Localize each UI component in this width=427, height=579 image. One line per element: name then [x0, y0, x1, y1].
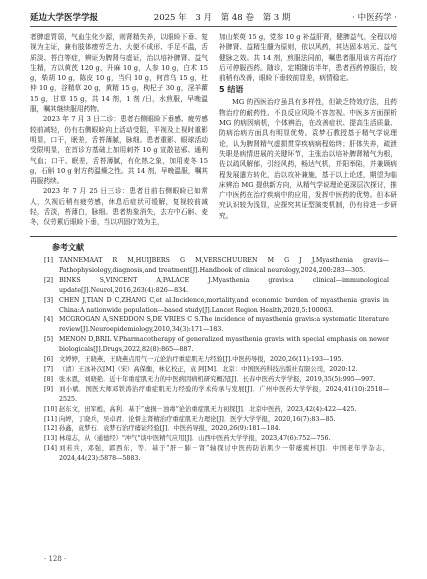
- issue-year: 2025 年: [153, 13, 187, 23]
- reference-text: MENON D,BRIL V.Pharmacotherapy of generalized myasthenia gravis with special emphasis on newer biologicals[J].Drugs,2022,82(8):865—887.: [59, 336, 389, 354]
- reference-item: [44, 355, 389, 365]
- body-columns: [30, 32, 397, 230]
- reference-item: [44, 296, 389, 316]
- section-number: 5: [219, 85, 225, 95]
- reference-number: [9]: [44, 385, 53, 393]
- right-paragraph-1: 加山茱萸 15 g，党参 10 g 补益肝肾，健脾益气。全程以培补脾肾、益精生髓为原则，依以风药，其达固本培元、益气健脉之效。共 14 剂，煎服法同前，嘱患者服用该方再治疗后可停服西药。随诊，定期随访半年，患者西药停服后，较前稍有改善，眼睑下垂较前显差，病情稳定。: [219, 33, 397, 83]
- reference-item: [44, 424, 389, 434]
- reference-number: [5]: [44, 336, 53, 344]
- reference-number: [8]: [44, 375, 53, 383]
- issue-info: [154, 11, 297, 23]
- reference-number: [6]: [44, 356, 53, 364]
- reference-text: 孙鑫，袁梦石．袁梦石治疗痿证经验[J]．中医药导报，2020,26(9):181—184.: [59, 425, 281, 433]
- reference-item: [44, 444, 389, 464]
- reference-list: [44, 256, 389, 464]
- reference-item: [44, 434, 389, 444]
- page-number: · 128 ·: [44, 555, 67, 563]
- reference-text: 向婷，丁晓兵，吴卓君．论督主肾精治疗重症肌无力理论[J]．医学大学学报，2020,16(7):83—85.: [59, 415, 336, 423]
- references-title: 参考文献: [52, 243, 84, 252]
- reference-number: [1]: [44, 257, 53, 264]
- reference-text: 林琼志，从（通德经）"冲气"谈中医精气应用[J]．山西中医药大学学报，2023,47(6):752—756.: [59, 435, 331, 443]
- reference-item: [44, 365, 389, 375]
- left-column: [30, 32, 208, 230]
- reference-number: [10]: [44, 405, 57, 413]
- reference-number: [4]: [44, 316, 53, 324]
- header-divider: [30, 26, 397, 27]
- reference-text: TANNEMAAT R M,HUIJBERS G M,VERSCHUUREN M G J J.Myasthenia gravis—Pathophysiology,diagnosis,and treatment[J].Handbook of clinical neurology,2024,200:283—305.: [59, 257, 389, 274]
- conclusion-paragraph: MG 的西医治疗虽具有多样性，但缺乏特效疗法，且药物治疗的耐药性、不良反应风险不容忽视。中医多方面探析 MG 的病因病机，个体辨治，在改善症状、提高生活质量、防病治病方面具有明显优势。袁梦石教授基于精气学说理论，认为脾肾精气虚损贯穿疾病病程始终；肝体失养，疏泄失职是病情进展的关键环节，主张治以培补脾肾精气为根，佐以疏风解郁，引经风药，畅达气机，并阳举陷，并兼顾病程发展遣方转化，治以攻补兼施，基于以上论述，期望为临床辨治 MG 提供新方向，从精气学说理论更深层次探讨，推广中医药在治疗疾病中的应用，发挥中医药的优势。但本研究认识较为浅显，应探究其证型演变机制，仍有待进一步研究。: [219, 98, 397, 220]
- reference-number: [14]: [44, 445, 57, 453]
- reference-item: [44, 405, 389, 415]
- left-paragraph-3: 2023 年 7 月 25 日三诊：患者目前右侧眼睑已如常人，久视后稍有疲劳感，休息后症状可缓解，复视较前减轻，舌淡，苔薄白，脉细。患者热象消失，去方中石斛、麦冬，仅劳累后眼睑下垂，当以巩固疗效为主，: [30, 187, 208, 227]
- reference-number: [7]: [44, 365, 53, 373]
- reference-number: [11]: [44, 415, 57, 423]
- left-paragraph-1: 者脾虚胃弱，气血生化少源，则肾精失养，以眼睑下垂、复视为主证，兼有肢体痿劳乏力、大便不成形、手足不温，舌质淡、苔白等症，辨证为脾肾与虚证，治以培补脾肾、益气生精，方以黄芪 120 g，升麻 10 g，人参 10 g，白术 15 g，柴胡 10 g，陈皮 10 g，当归 10 g，何首乌 15 g，杜仲 10 g，谷精草 20 g，黄精 15 g，枸杞子 30 g，淫羊藿 15 g，甘草 15 g，共 14 剂，1 剂 /日，水煎服，早晚温服，嘱其继续服用药物。: [30, 33, 208, 114]
- issue-month: 3 月: [195, 13, 212, 23]
- reference-text: CHEN J,TIAN D C,ZHANG C,et al.Incidence,mortality,and economic burden of myasthenia gravis in China:A nationwide population—based study[J].Lancet Region Health,2020,5:100063.: [59, 296, 389, 314]
- reference-number: [2]: [44, 276, 53, 284]
- reference-text: （清）王冰补次[M]（宋）高保衡，林亿校正，袁 阿[M]．北京：中国医药科技出版社有限公司，2020:12.: [59, 365, 358, 373]
- reference-item: [44, 315, 389, 335]
- reference-text: 刘小斌．国医大师邓铁涛治疗重症肌无力经验的学术传承与发展[J]．广州中医药大学学报，2024,41(10):2518—2525.: [59, 385, 389, 403]
- right-column: [219, 32, 397, 230]
- reference-text: BINKS S,VINCENT A,PALACE J.Myasthenia gravis:a clinical—immunological update[J].Neurol,2016,263(4):826—834.: [59, 276, 389, 294]
- issue-number: 第 3 期: [262, 13, 291, 23]
- reference-text: 张永恩，刘晓艳．近十年重症肌无力的中医病因病机研究概况[J]．长春中医药大学学报，2019,35(5):995—997.: [59, 375, 376, 383]
- reference-number: [3]: [44, 296, 53, 304]
- reference-item: [44, 276, 389, 296]
- reference-item: [44, 335, 389, 355]
- section-heading: [219, 84, 397, 96]
- journal-name: 延边大学医学学报: [30, 13, 99, 23]
- reference-text: 刘若兵，邓强，郭西东，等．基于“肝－肺－肾”轴探讨中医药防治肌少一带痿疲杯[J]．中国老年学杂志，2024,44(23):5878—5883.: [59, 445, 389, 463]
- reference-item: [44, 415, 389, 425]
- issue-volume: 第 48 卷: [220, 13, 254, 23]
- reference-text: 赵东文，田军彪，高利．基于“虚损－浊毒”论治重症肌无力初探[J]．北京中医药，2023,42(4):422—425.: [59, 405, 357, 413]
- section-label: · 中医药学 ·: [352, 13, 397, 23]
- reference-item: [44, 256, 389, 276]
- reference-item: [44, 385, 389, 405]
- reference-item: [44, 375, 389, 385]
- reference-number: [12]: [44, 425, 57, 433]
- reference-number: [13]: [44, 435, 57, 443]
- section-title: 结语: [227, 85, 244, 95]
- reference-text: 文婷婷，王晓燕，王晓燕点用气一元论治疗重症肌无力经验[J].中医药导报，2020,26(11):193—195.: [59, 356, 344, 364]
- left-paragraph-2: 2023 年 7 月 3 日二诊：患者右侧眼睑下垂感、疲劳感较前减轻，仍有右侧眼睑向上活动受阻，平视及上视时重影明显，口干，眠差，舌苔薄腻，脉细。患者重影、眼球活动受限明显，在首诊方基础上加用刺芥 10 g 宣散祛邪、通利气血；口干、眠差，舌苔薄腻，有化热之象，加用麦冬 15 g，石斛 10 g 射方药温燥之性。共 14 剂，早晚温服，嘱其再服药续。: [30, 115, 208, 186]
- running-header: [30, 10, 397, 24]
- references-divider: [30, 236, 397, 237]
- reference-text: MCGROGAN A,SNEDDON S,DE VRIES C S.The incidence of myasthenia gravis:a systematic literature review[J].Neuroepidemiology,2010,34(3):171—183.: [59, 316, 389, 334]
